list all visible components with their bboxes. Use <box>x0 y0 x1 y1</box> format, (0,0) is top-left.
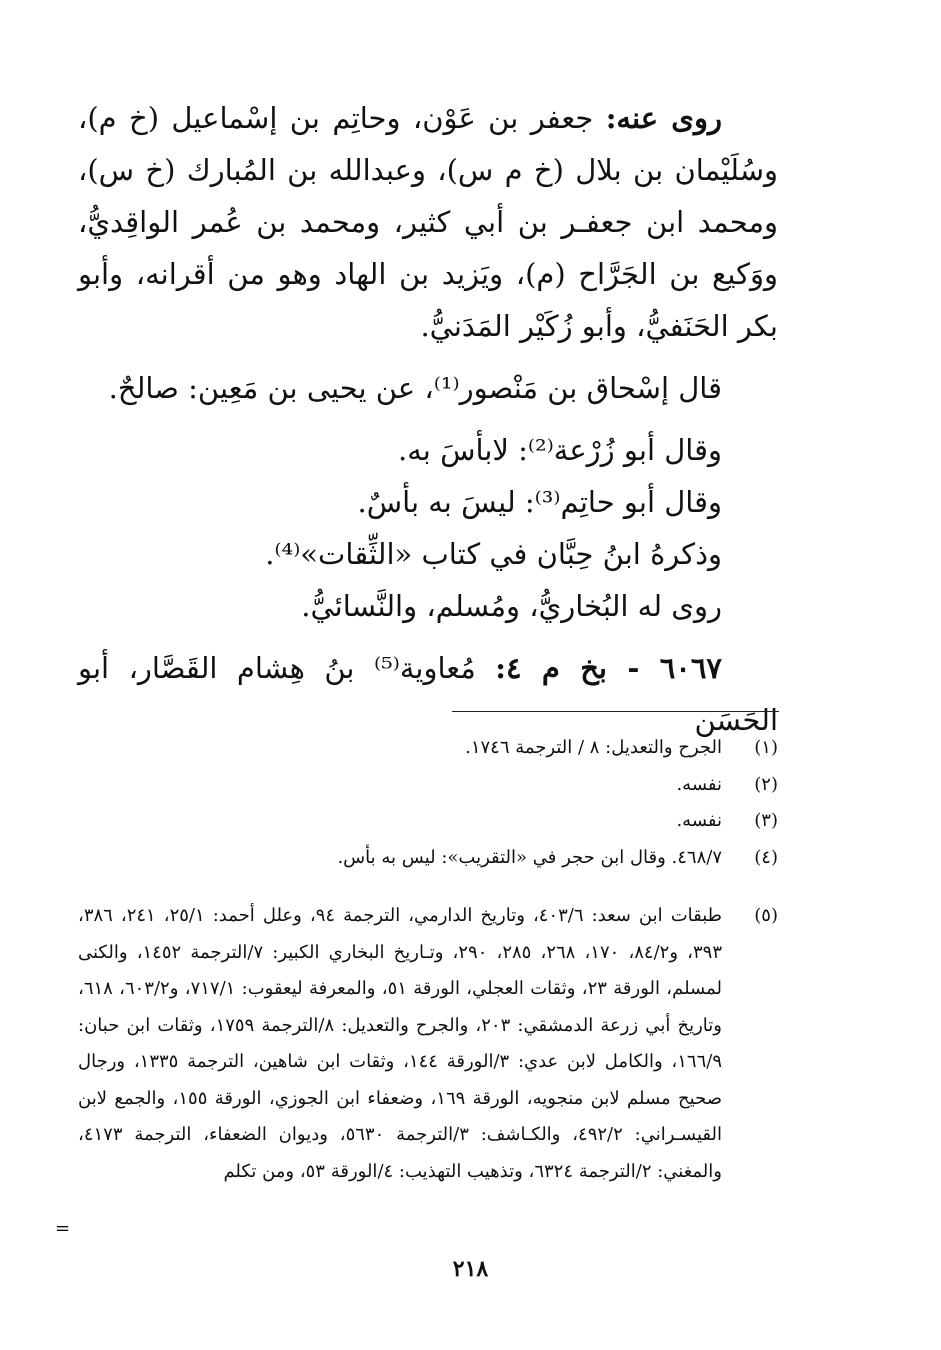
text-line: قال إسْحاق بن مَنْصور⁽¹⁾، عن يحيى بن مَعِين: صالحٌ. <box>108 371 722 405</box>
text-line: وقال أبو حاتِم⁽³⁾: ليسَ به بأسٌ. <box>357 485 722 519</box>
entry-text: مُعاوية⁽⁵⁾ بنُ هِشام القَصَّار، أبو الحَسَن <box>78 651 778 737</box>
footnote-number: (٣) <box>754 810 778 831</box>
footnote-number: (١) <box>754 737 778 758</box>
narrators-label: روى عنه: <box>605 101 722 135</box>
footnote <box>78 803 778 840</box>
narrators-text: جعفر بن عَوْن، وحاتِم بن إسْماعيل (خ م)، وسُلَيْمان بن بلال (خ م س)، وعبدالله بن المُبارك (خ س)، ومحمد ابن جعفـر بن أبي كثير، ومحمد بن عُمر الواقِديُّ، ووَكيع بن الجَرَّاح (م)، ويَزيد بن الهاد وهو من أقرانه، وأبو بكر الحَنَفيُّ، وأبو زُكَيْر المَدَنيُّ. <box>78 101 778 343</box>
footnote-text: الجرح والتعديل: ٨ / الترجمة ١٧٤٦. <box>465 737 722 758</box>
footnote-text: نفسه. <box>676 810 722 831</box>
narrators-paragraph <box>78 92 778 352</box>
footnote-text: ٤٦٨/٧. وقال ابن حجر في «التقريب»: ليس به بأس. <box>337 846 722 868</box>
main-text <box>78 92 778 746</box>
footnote-number: (٥) <box>754 905 778 926</box>
footnote-text: طبقات ابن سعد: ٤٠٣/٦، وتاريخ الدارمي، الترجمة ٩٤، وعلل أحمد: ٢٥/١، ٢٤١، ٣٨٦، ٣٩٣، و٨٤/٢، ١٧٠، ٢٦٨، ٢٨٥، ٢٩٠، وتـاريخ البخاري الكبير: ٧/الترجمة ١٤٥٢، والكنى لمسلم، الورقة ٢٣، وثقات العجلي، الورقة ٥١، والمعرفة ليعقوب: ٧١٧/١، و٦٠٣/٢، ٦١٨، وتاريخ أبي زرعة الدمشقي: ٢٠٣، والجرح والتعديل: ٨/الترجمة ١٧٥٩، وثقات ابن حبان: ١٦٦/٩، والكامل لابن عدي: ٣/الورقة ١٤٤، وثقات ابن شاهين، الترجمة ١٣٣٥، ورجال صحيح مسلم لابن منجويه، الورقة ١٦٩، وضعفاء ابن الجوزي، الورقة ١٥٥، والجمع لابن القيسـراني: ٤٩٢/٢، والكـاشف: ٣/الترجمة ٥٦٣٠، وديوان الضعفاء، الترجمة ٤١٧٣، والمغني: ٢/الترجمة ٦٣٢٤، وتذهيب التهذيب: ٤/الورقة ٥٣، ومن تكلم <box>78 905 723 1182</box>
text-line: روى له البُخاريُّ، ومُسلم، والنَّسائيُّ. <box>301 589 722 623</box>
footnote <box>78 840 778 877</box>
page-number: ٢١٨ <box>452 1256 489 1282</box>
footnote <box>78 730 778 767</box>
text-line: وقال أبو زُرْعة⁽²⁾: لابأسَ به. <box>398 433 722 467</box>
footnote <box>78 898 778 1190</box>
footnote-divider <box>452 711 779 712</box>
footnote-text: نفسه. <box>676 773 722 795</box>
text-line: وذكرهُ ابنُ حِبَّان في كتاب «الثِّقات»⁽⁴⁾. <box>265 537 722 571</box>
footnotes <box>78 730 778 1190</box>
footnote-number: (٢) <box>754 773 778 795</box>
entry-number: ٦٠٦٧ - بخ م ٤: <box>495 651 723 685</box>
continuation-mark: = <box>55 1218 71 1239</box>
footnote-number: (٤) <box>754 846 778 868</box>
footnote <box>78 767 778 804</box>
